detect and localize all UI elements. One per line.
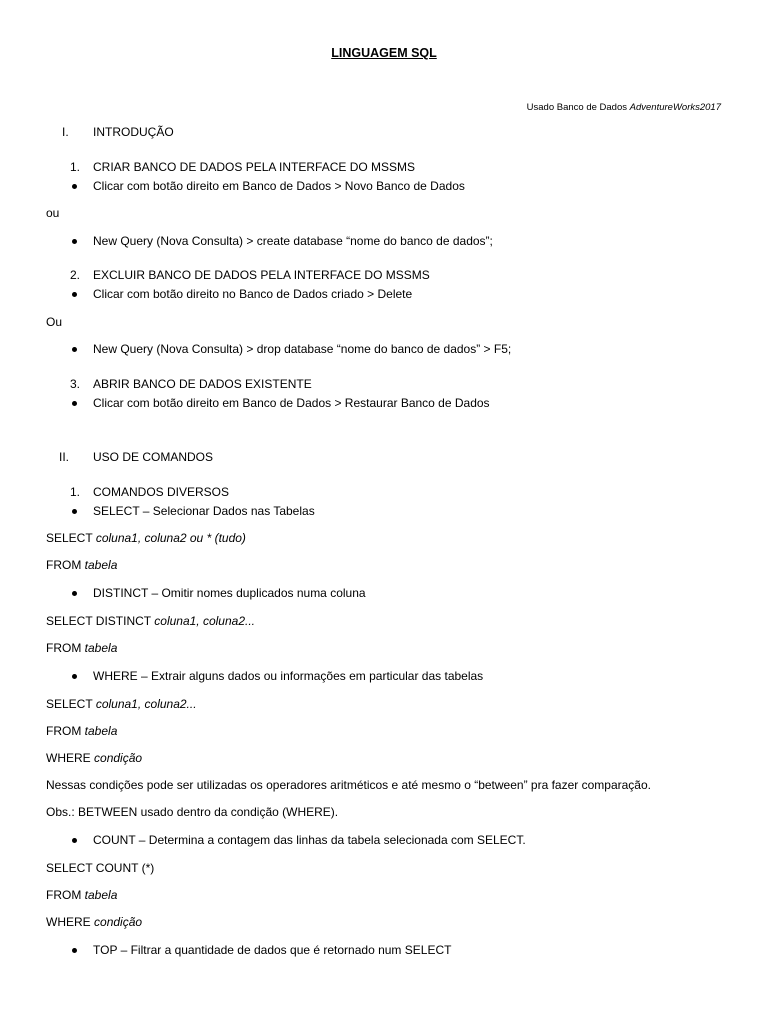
sql-argument: tabela bbox=[84, 888, 118, 902]
item-1-bullet: Clicar com botão direito em Banco de Dados > Novo Banco de Dados bbox=[93, 179, 465, 193]
item-3-heading: ABRIR BANCO DE DADOS EXISTENTE bbox=[93, 377, 312, 391]
database-note bbox=[527, 101, 721, 115]
select-code-line-2 bbox=[46, 558, 117, 572]
section-2-numeral: II. bbox=[59, 450, 70, 464]
item-1-heading: CRIAR BANCO DE DADOS PELA INTERFACE DO MSSMS bbox=[93, 160, 416, 174]
distinct-bullet: DISTINCT – Omitir nomes duplicados numa coluna bbox=[93, 586, 366, 600]
item-3-number: 3. bbox=[70, 377, 81, 391]
sql-keyword: WHERE bbox=[46, 915, 91, 929]
item-1-separator: ou bbox=[46, 206, 60, 220]
sql-keyword: FROM bbox=[46, 558, 82, 572]
bullet-icon bbox=[72, 292, 77, 297]
where-code-line-2 bbox=[46, 724, 117, 738]
sql-keyword: SELECT bbox=[46, 697, 93, 711]
item-2-number: 2. bbox=[70, 268, 81, 282]
sql-keyword: FROM bbox=[46, 888, 82, 902]
database-note-prefix: Usado Banco de Dados bbox=[526, 102, 630, 113]
item-2-heading: EXCLUIR BANCO DE DADOS PELA INTERFACE DO MSSMS bbox=[93, 268, 430, 282]
where-paragraph: Nessas condições pode ser utilizadas os operadores aritméticos e até mesmo o “between” pra fazer comparação. bbox=[46, 778, 651, 792]
count-bullet: COUNT – Determina a contagem das linhas da tabela selecionada com SELECT. bbox=[93, 833, 526, 847]
section-2-heading: USO DE COMANDOS bbox=[93, 450, 214, 464]
item-3-bullet: Clicar com botão direito em Banco de Dados > Restaurar Banco de Dados bbox=[93, 396, 490, 410]
section-1-heading: INTRODUÇÃO bbox=[93, 125, 174, 139]
select-bullet: SELECT – Selecionar Dados nas Tabelas bbox=[93, 504, 315, 518]
sql-argument: tabela bbox=[84, 641, 118, 655]
bullet-icon bbox=[72, 347, 77, 352]
sql-keyword: SELECT COUNT (*) bbox=[46, 861, 155, 875]
bullet-icon bbox=[72, 509, 77, 514]
bullet-icon bbox=[72, 838, 77, 843]
item-1-number: 1. bbox=[70, 160, 81, 174]
item-2-separator: Ou bbox=[46, 315, 63, 329]
select-code-line-1 bbox=[46, 531, 246, 545]
section-1-numeral: I. bbox=[62, 125, 69, 139]
sql-keyword: SELECT bbox=[46, 531, 93, 545]
document-title: LINGUAGEM SQL bbox=[331, 46, 437, 60]
sql-keyword: FROM bbox=[46, 724, 82, 738]
sql-keyword: WHERE bbox=[46, 751, 91, 765]
count-code-line-1 bbox=[46, 861, 154, 875]
bullet-icon bbox=[72, 184, 77, 189]
count-code-line-3 bbox=[46, 915, 142, 929]
bullet-icon bbox=[72, 674, 77, 679]
item-2-bullet: Clicar com botão direito no Banco de Dados criado > Delete bbox=[93, 287, 413, 301]
bullet-icon bbox=[72, 948, 77, 953]
distinct-code-line-1 bbox=[46, 614, 255, 628]
subsection-number: 1. bbox=[70, 485, 81, 499]
count-code-line-2 bbox=[46, 888, 117, 902]
sql-argument: condição bbox=[94, 915, 143, 929]
sql-argument: coluna1, coluna2... bbox=[95, 697, 197, 711]
bullet-icon bbox=[72, 239, 77, 244]
top-bullet: TOP – Filtrar a quantidade de dados que é retornado num SELECT bbox=[93, 943, 452, 957]
sql-argument: coluna1, coluna2 ou * (tudo) bbox=[95, 531, 246, 545]
database-name: AdventureWorks2017 bbox=[629, 102, 721, 113]
distinct-code-line-2 bbox=[46, 641, 117, 655]
sql-argument: tabela bbox=[84, 724, 118, 738]
sql-argument: condição bbox=[94, 751, 143, 765]
where-code-line-1 bbox=[46, 697, 197, 711]
where-code-line-3 bbox=[46, 751, 142, 765]
sql-argument: tabela bbox=[84, 558, 118, 572]
item-2-bullet-2: New Query (Nova Consulta) > drop database “nome do banco de dados” > F5; bbox=[93, 342, 512, 356]
sql-argument: coluna1, coluna2... bbox=[154, 614, 256, 628]
bullet-icon bbox=[72, 591, 77, 596]
where-observation: Obs.: BETWEEN usado dentro da condição (WHERE). bbox=[46, 805, 339, 819]
sql-keyword: SELECT DISTINCT bbox=[46, 614, 151, 628]
item-1-bullet-2: New Query (Nova Consulta) > create database “nome do banco de dados”; bbox=[93, 234, 493, 248]
subsection-heading: COMANDOS DIVERSOS bbox=[93, 485, 230, 499]
where-bullet: WHERE – Extrair alguns dados ou informações em particular das tabelas bbox=[93, 669, 484, 683]
sql-keyword: FROM bbox=[46, 641, 82, 655]
bullet-icon bbox=[72, 401, 77, 406]
